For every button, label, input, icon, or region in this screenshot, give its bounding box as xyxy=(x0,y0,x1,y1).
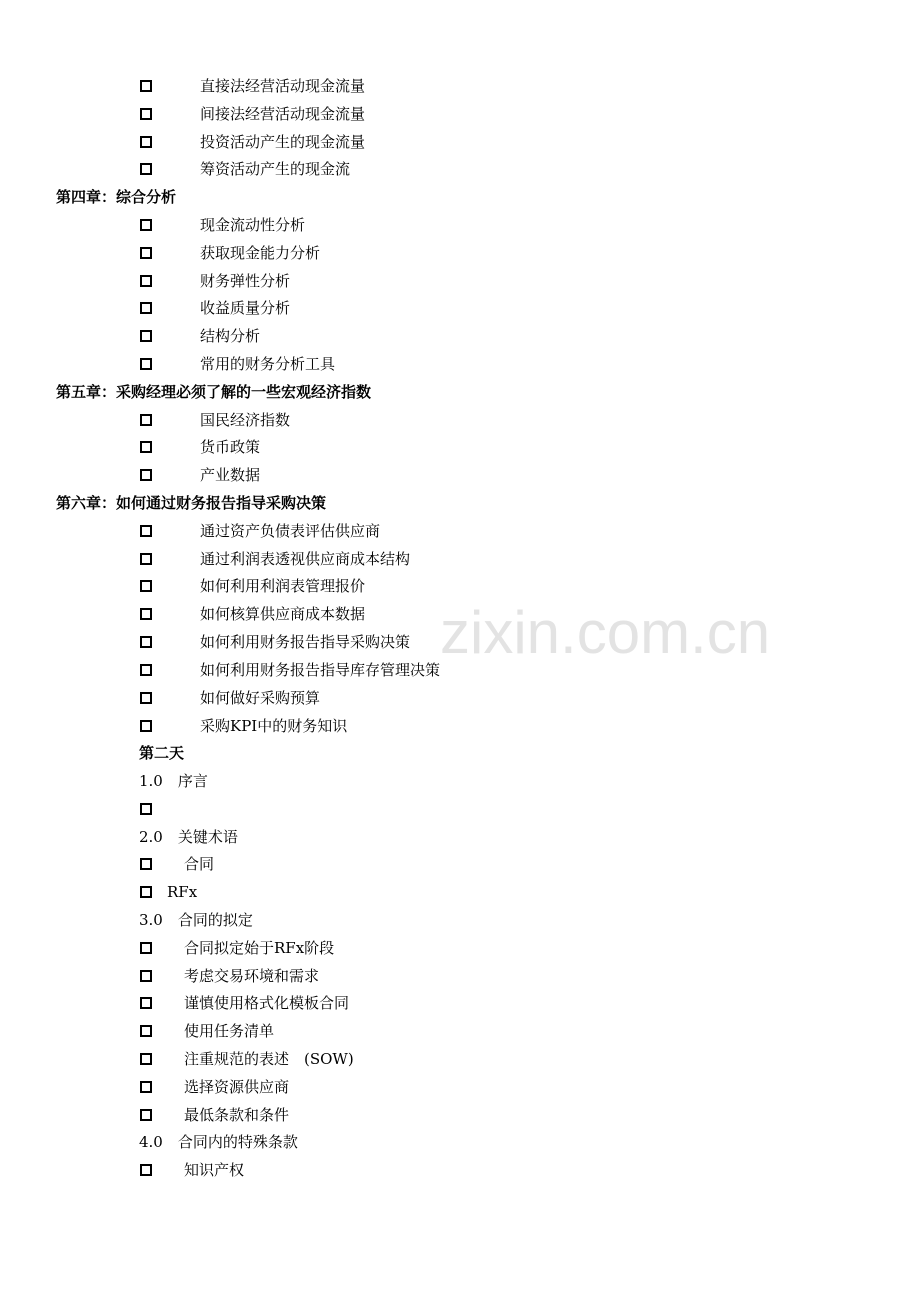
list-item xyxy=(0,572,920,600)
square-bullet-icon xyxy=(140,858,152,870)
list-item xyxy=(0,100,920,128)
list-item-text: 如何做好采购预算 xyxy=(200,689,321,707)
section-heading xyxy=(0,906,920,934)
list-item-text: 如何利用财务报告指导库存管理决策 xyxy=(200,661,441,679)
list-item xyxy=(0,712,920,740)
list-item xyxy=(0,128,920,156)
list-item-text: 如何利用财务报告指导采购决策 xyxy=(200,633,411,651)
square-bullet-icon xyxy=(140,664,152,676)
section-title: 1.0 序言 xyxy=(139,772,208,790)
list-item xyxy=(0,433,920,461)
square-bullet-icon xyxy=(140,414,152,426)
square-bullet-icon xyxy=(140,580,152,592)
square-bullet-icon xyxy=(140,1025,152,1037)
list-item-text: 国民经济指数 xyxy=(200,411,291,429)
list-item xyxy=(0,962,920,990)
list-item-text: 注重规范的表述 (SOW) xyxy=(184,1050,354,1068)
list-item-text: 常用的财务分析工具 xyxy=(200,355,336,373)
list-item xyxy=(0,989,920,1017)
list-item xyxy=(0,850,920,878)
chapter-title: 第五章：采购经理必须了解的一些宏观经济指数 xyxy=(56,383,372,401)
square-bullet-icon xyxy=(140,803,152,815)
day-heading xyxy=(0,739,920,767)
square-bullet-icon xyxy=(140,608,152,620)
square-bullet-icon xyxy=(140,886,152,898)
square-bullet-icon xyxy=(140,692,152,704)
chapter-heading xyxy=(0,183,920,211)
list-item xyxy=(0,1101,920,1129)
section-title: 2.0 关键术语 xyxy=(139,828,238,846)
list-item-text: 投资活动产生的现金流量 xyxy=(200,133,366,151)
list-item-text: 知识产权 xyxy=(184,1161,245,1179)
list-item xyxy=(0,1073,920,1101)
square-bullet-icon xyxy=(140,1109,152,1121)
list-item xyxy=(0,211,920,239)
square-bullet-icon xyxy=(140,1053,152,1065)
square-bullet-icon xyxy=(140,636,152,648)
square-bullet-icon xyxy=(140,330,152,342)
list-item xyxy=(0,155,920,183)
section-title: 4.0 合同内的特殊条款 xyxy=(139,1133,298,1151)
list-item xyxy=(0,795,920,823)
list-item-text: 产业数据 xyxy=(200,466,261,484)
list-item xyxy=(0,322,920,350)
list-item-text: 间接法经营活动现金流量 xyxy=(200,105,366,123)
list-item xyxy=(0,684,920,712)
list-item xyxy=(0,239,920,267)
list-item-text: 通过利润表透视供应商成本结构 xyxy=(200,550,411,568)
list-item-text: 最低条款和条件 xyxy=(184,1106,290,1124)
square-bullet-icon xyxy=(140,1081,152,1093)
square-bullet-icon xyxy=(140,970,152,982)
square-bullet-icon xyxy=(140,553,152,565)
square-bullet-icon xyxy=(140,136,152,148)
list-item xyxy=(0,545,920,573)
watermark: zixin.com.cn xyxy=(440,599,771,666)
list-item xyxy=(0,406,920,434)
list-item xyxy=(0,1156,920,1184)
list-item xyxy=(0,934,920,962)
list-item xyxy=(0,1045,920,1073)
list-item xyxy=(0,461,920,489)
square-bullet-icon xyxy=(140,997,152,1009)
list-item-text: RFx xyxy=(167,883,198,901)
list-item-text: 直接法经营活动现金流量 xyxy=(200,77,366,95)
square-bullet-icon xyxy=(140,358,152,370)
square-bullet-icon xyxy=(140,163,152,175)
list-item-text: 现金流动性分析 xyxy=(200,216,306,234)
list-item-text: 考虑交易环境和需求 xyxy=(184,967,320,985)
list-item-text: 合同 xyxy=(184,855,215,873)
list-item-text: 获取现金能力分析 xyxy=(200,244,321,262)
section-heading xyxy=(0,823,920,851)
list-item-text: 谨慎使用格式化模板合同 xyxy=(184,994,350,1012)
list-item-text: 如何核算供应商成本数据 xyxy=(200,605,366,623)
list-item-text: 筹资活动产生的现金流 xyxy=(200,160,351,178)
chapter-heading xyxy=(0,489,920,517)
square-bullet-icon xyxy=(140,302,152,314)
section-heading xyxy=(0,767,920,795)
chapter-title: 第四章：综合分析 xyxy=(56,188,177,206)
square-bullet-icon xyxy=(140,469,152,481)
list-item xyxy=(0,517,920,545)
section-title: 3.0 合同的拟定 xyxy=(139,911,253,929)
list-item-text: 货币政策 xyxy=(200,438,261,456)
list-item-text: 财务弹性分析 xyxy=(200,272,291,290)
list-item-text: 合同拟定始于RFx阶段 xyxy=(184,939,335,957)
square-bullet-icon xyxy=(140,525,152,537)
square-bullet-icon xyxy=(140,942,152,954)
list-item-text: 收益质量分析 xyxy=(200,299,291,317)
list-item xyxy=(0,878,920,906)
list-item-text: 使用任务清单 xyxy=(184,1022,275,1040)
list-item-text: 采购KPI中的财务知识 xyxy=(200,717,348,735)
list-item-text: 通过资产负债表评估供应商 xyxy=(200,522,381,540)
chapter-title: 第六章：如何通过财务报告指导采购决策 xyxy=(56,494,327,512)
square-bullet-icon xyxy=(140,219,152,231)
list-item-text: 如何利用利润表管理报价 xyxy=(200,577,366,595)
list-item-text: 选择资源供应商 xyxy=(184,1078,290,1096)
list-item xyxy=(0,1017,920,1045)
square-bullet-icon xyxy=(140,1164,152,1176)
list-item xyxy=(0,267,920,295)
list-item xyxy=(0,294,920,322)
chapter-heading xyxy=(0,378,920,406)
list-item xyxy=(0,72,920,100)
square-bullet-icon xyxy=(140,441,152,453)
square-bullet-icon xyxy=(140,720,152,732)
list-item xyxy=(0,350,920,378)
section-heading xyxy=(0,1128,920,1156)
square-bullet-icon xyxy=(140,80,152,92)
square-bullet-icon xyxy=(140,275,152,287)
square-bullet-icon xyxy=(140,108,152,120)
square-bullet-icon xyxy=(140,247,152,259)
list-item-text: 结构分析 xyxy=(200,327,261,345)
day-title: 第二天 xyxy=(139,744,185,762)
